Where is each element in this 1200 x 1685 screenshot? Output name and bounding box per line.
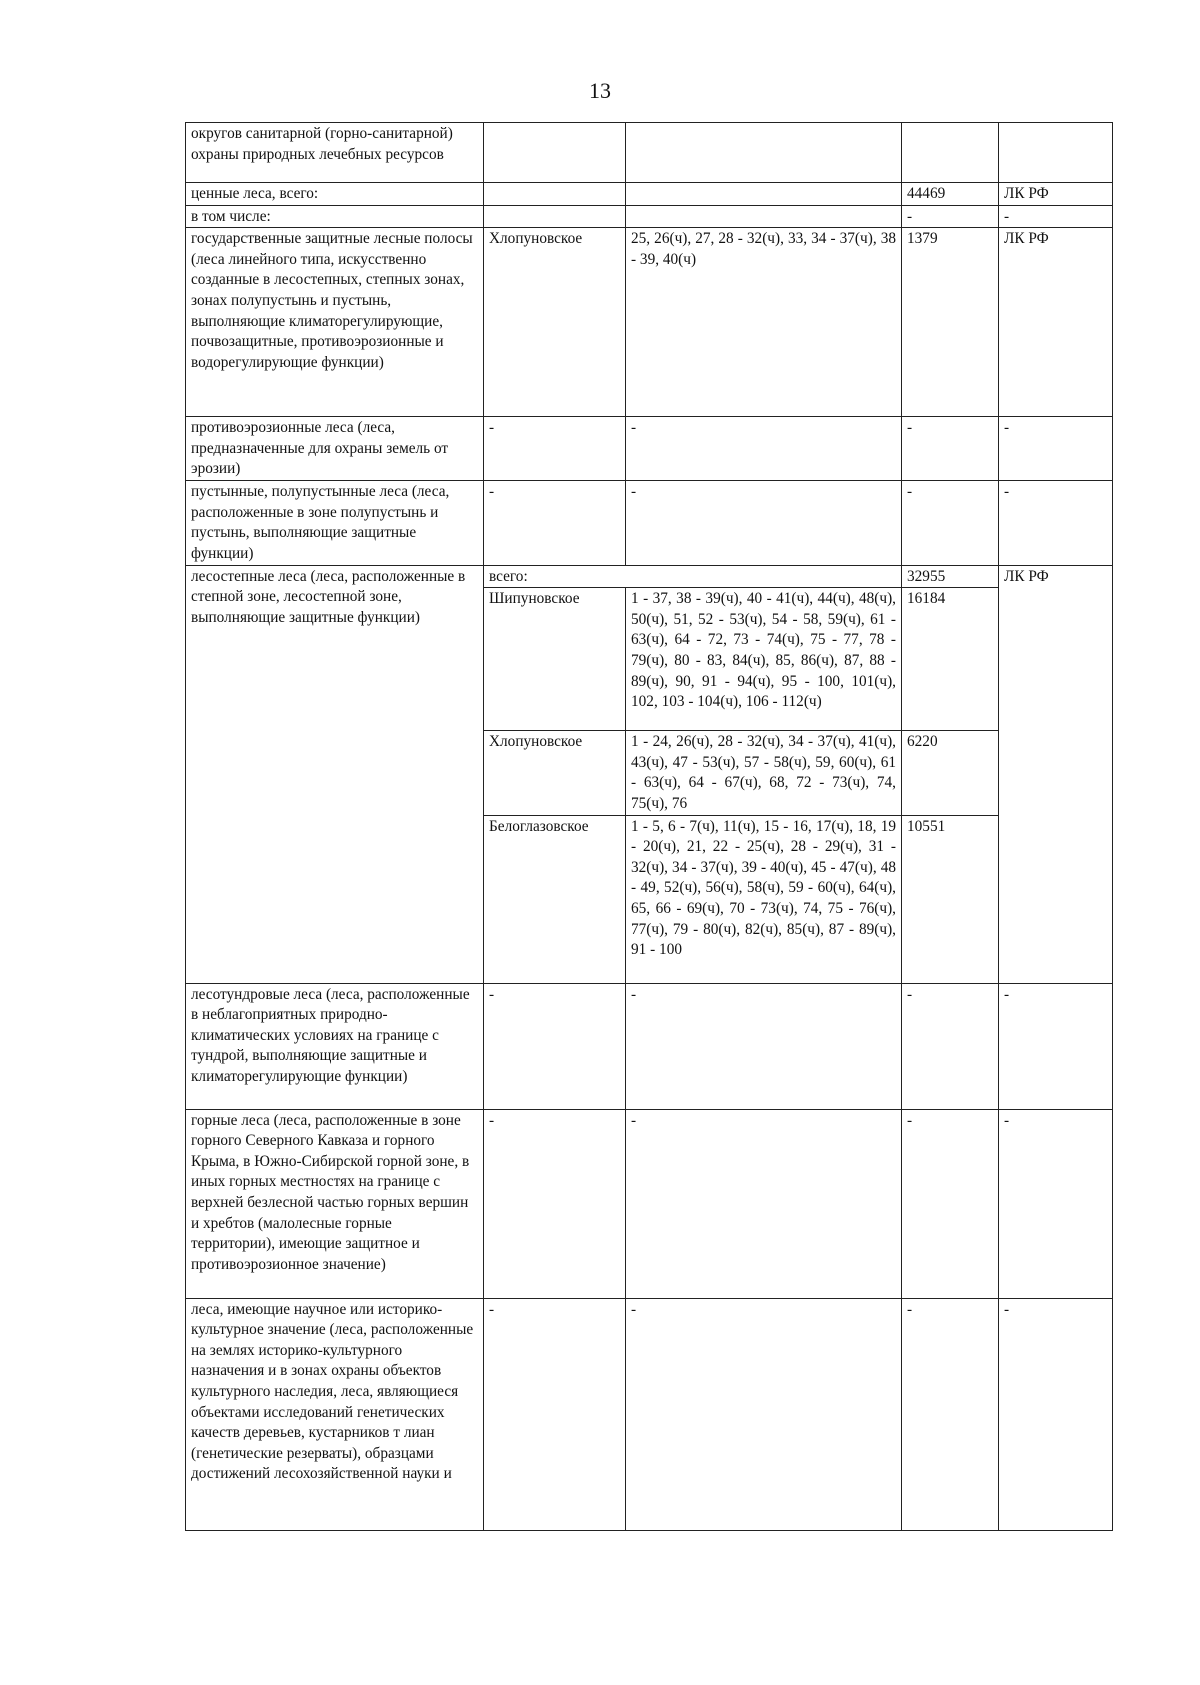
forestry-cell: Белоглазовское [484,815,626,983]
quarters-cell: 25, 26(ч), 27, 28 - 32(ч), 33, 34 - 37(ч), 38 - 39, 40(ч) [626,228,902,417]
total-label-cell: всего: [484,565,902,588]
area-cell: - [902,481,999,565]
basis-cell: ЛК РФ [999,565,1113,983]
basis-cell: - [999,205,1113,228]
area-cell: 6220 [902,731,999,815]
forestry-cell: - [484,1109,626,1298]
basis-cell: - [999,417,1113,481]
forestry-cell: - [484,983,626,1109]
basis-cell [999,123,1113,183]
forestry-cell: Хлопуновское [484,228,626,417]
basis-cell: - [999,1109,1113,1298]
area-cell [902,123,999,183]
table-row [186,983,1113,1109]
quarters-cell: 1 - 37, 38 - 39(ч), 40 - 41(ч), 44(ч), 48(ч), 50(ч), 51, 52 - 53(ч), 54 - 58, 59(ч), 61 - 63(ч), 64 - 72, 73 - 74(ч), 75 - 77, 78 - 79(ч), 80 - 83, 84(ч), 85, 86(ч), 87, 88 - 89(ч), 90, 91 - 94(ч), 95 - 100, 101(ч), 102, 103 - 104(ч), 106 - 112(ч) [626,588,902,731]
area-cell: 10551 [902,815,999,983]
table-row [186,205,1113,228]
table-row [186,1109,1113,1298]
category-name-cell: государственные защитные лесные полосы (леса линейного типа, искусственно созданные в лесостепных, степных зонах, зонах полупустынь и пустынь, выполняющие климаторегулирующие, почвозащитные, противоэрозионные и водорегулирующие функции) [186,228,484,417]
category-name-cell: в том числе: [186,205,484,228]
category-name-cell: пустынные, полупустынные леса (леса, расположенные в зоне полупустынь и пустынь, выполняющие защитные функции) [186,481,484,565]
quarters-cell: 1 - 24, 26(ч), 28 - 32(ч), 34 - 37(ч), 41(ч), 43(ч), 47 - 53(ч), 57 - 58(ч), 59, 60(ч), 61 - 63(ч), 64 - 67(ч), 68, 72 - 73(ч), 74, 75(ч), 76 [626,731,902,815]
area-cell: - [902,983,999,1109]
quarters-cell [626,183,902,206]
table-row [186,228,1113,417]
basis-cell: - [999,481,1113,565]
area-cell: - [902,205,999,228]
basis-cell: ЛК РФ [999,228,1113,417]
category-name-cell: лесостепные леса (леса, расположенные в степной зоне, лесостепной зоне, выполняющие защитные функции) [186,565,484,983]
table-row [186,1298,1113,1530]
quarters-cell: - [626,1109,902,1298]
category-name-cell: горные леса (леса, расположенные в зоне горного Северного Кавказа и горного Крыма, в Южно-Сибирской горной зоне, в иных горных местностях на границе с верхней безлесной частью горных вершин и хребтов (малолесные горные территории), имеющие защитное и противоэрозионное значение) [186,1109,484,1298]
basis-cell: - [999,1298,1113,1530]
forestry-cell: - [484,481,626,565]
forestry-cell [484,183,626,206]
category-name-cell: округов санитарной (горно-санитарной) охраны природных лечебных ресурсов [186,123,484,183]
category-name-cell: ценные леса, всего: [186,183,484,206]
forestry-cell [484,123,626,183]
quarters-cell: 1 - 5, 6 - 7(ч), 11(ч), 15 - 16, 17(ч), 18, 19 - 20(ч), 21, 22 - 25(ч), 28 - 29(ч), 31 - 32(ч), 34 - 37(ч), 39 - 40(ч), 45 - 47(ч), 48 - 49, 52(ч), 56(ч), 58(ч), 59 - 60(ч), 64(ч), 65, 66 - 69(ч), 70 - 73(ч), 74, 75 - 76(ч), 77(ч), 79 - 80(ч), 82(ч), 85(ч), 87 - 89(ч), 91 - 100 [626,815,902,983]
category-name-cell: противоэрозионные леса (леса, предназначенные для охраны земель от эрозии) [186,417,484,481]
table-row [186,123,1113,183]
area-cell: - [902,1298,999,1530]
forestry-cell: Шипуновское [484,588,626,731]
table-row [186,417,1113,481]
page-number: 13 [589,78,611,103]
basis-cell: - [999,983,1113,1109]
quarters-cell [626,205,902,228]
area-cell: 1379 [902,228,999,417]
area-cell: 44469 [902,183,999,206]
area-cell: 16184 [902,588,999,731]
quarters-cell: - [626,1298,902,1530]
category-name-cell: леса, имеющие научное или историко-культурное значение (леса, расположенные на землях историко-культурного назначения и в зонах охраны объектов культурного наследия, леса, являющиеся объектами исследований генетических качеств деревьев, кустарников т лиан (генетические резерваты), образцами достижений лесохозяйственной науки и [186,1298,484,1530]
area-cell: - [902,1109,999,1298]
quarters-cell [626,123,902,183]
basis-cell: ЛК РФ [999,183,1113,206]
quarters-cell: - [626,481,902,565]
quarters-cell: - [626,417,902,481]
forestry-cell: - [484,417,626,481]
table-row [186,481,1113,565]
forest-categories-table [185,122,1113,1531]
table-row [186,565,1113,588]
forestry-cell: Хлопуновское [484,731,626,815]
area-cell: - [902,417,999,481]
category-name-cell: лесотундровые леса (леса, расположенные в неблагоприятных природно-климатических условиях на границе с тундрой, выполняющие защитные и климаторегулирующие функции) [186,983,484,1109]
forestry-cell: - [484,1298,626,1530]
table-row [186,183,1113,206]
quarters-cell: - [626,983,902,1109]
area-cell: 32955 [902,565,999,588]
forestry-cell [484,205,626,228]
